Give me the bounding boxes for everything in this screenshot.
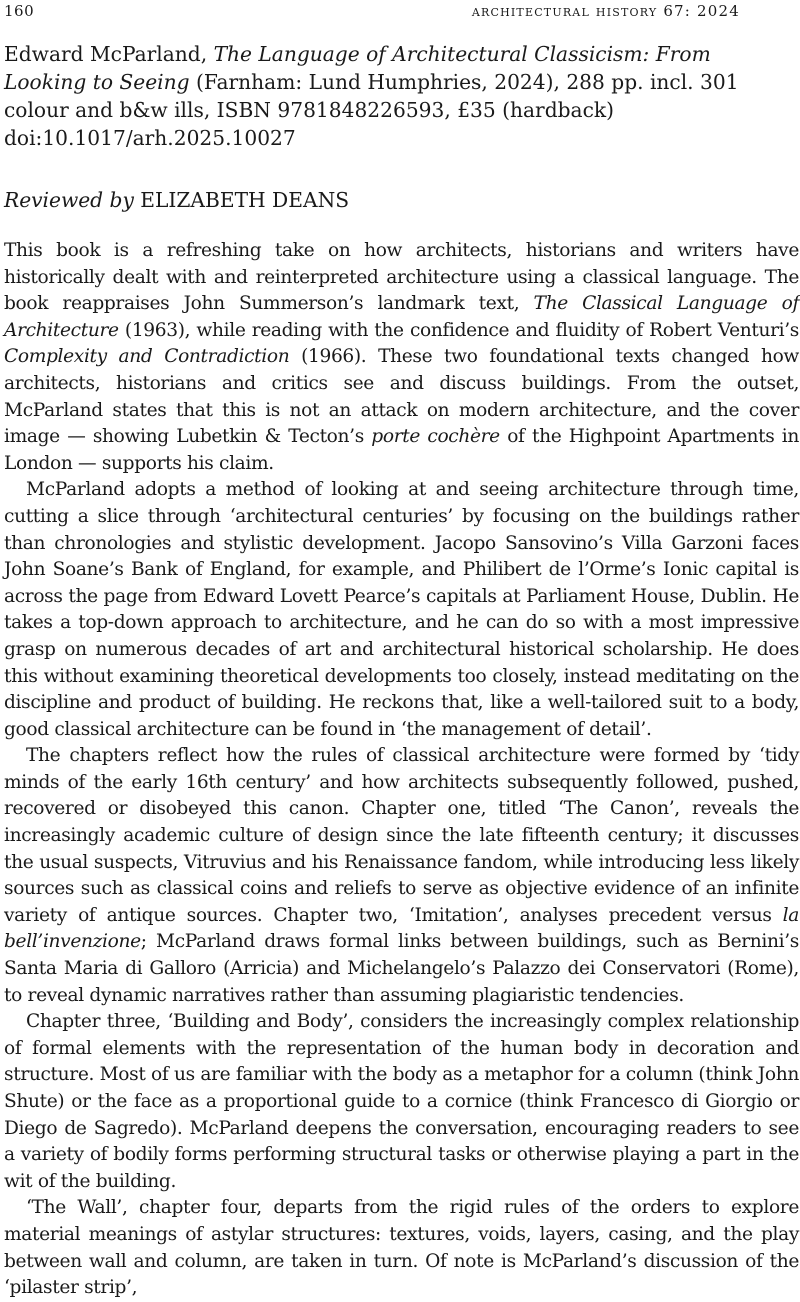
italic-title: Complexity and Contradiction xyxy=(4,346,290,368)
italic-term: la bell’invenzione xyxy=(4,904,799,953)
paragraph-1 xyxy=(4,238,799,477)
paragraph-5: ‘The Wall’, chapter four, departs from the rigid rules of the orders to explore material meanings of astylar structures: textures, voids, layers, casing, and the play between wall and column, are taken in turn. Of note is McParland’s discussion of the ‘pilaster strip’, xyxy=(4,1197,799,1299)
text-run: This book is a refreshing take on how architects, historians and writers have historically dealt with and reinterpreted architecture using a classical language. The book reappraises John Summerson’s landmark text, xyxy=(4,240,799,315)
text-run: The chapters reflect how the rules of classical architecture were formed by ‘tidy minds of the early 16th century’ and how architects subsequently followed, pushed, recovered or disobeyed this canon. Chapter one, titled ‘The Canon’, reveals the increasingly academic culture of design since the late fifteenth century; it discusses the usual suspects, Vitruvius and his Renaissance fandom, while introducing less likely sources such as classical coins and reliefs to serve as objective evidence of an infinite variety of antique sources. Chapter two, ‘Imitation’, analyses precedent versus xyxy=(4,745,799,926)
italic-title: The Classical Language of Architecture xyxy=(4,293,800,341)
italic-term: porte cochère xyxy=(371,426,500,448)
book-citation xyxy=(4,40,794,152)
page-number: 160 xyxy=(4,2,35,20)
paragraph-4: Chapter three, ‘Building and Body’, considers the increasingly complex relationship of formal elements with the representation of the human body in decoration and structure. Most of us are familiar with the body as a metaphor for a column (think John Shute) or the face as a proportional guide to a cornice (think Francesco di Giorgio or Diego de Sagredo). McParland deepens the conversation, encouraging readers to see a variety of bodily forms performing structural tasks or otherwise playing a part in the wit of the building. xyxy=(4,1011,799,1192)
text-run: (1966). These two foundational texts changed how architects, historians and critics see and discuss buildings. From the outset, McParland states that this is not an attack on modern architecture, and the cover image — showing Lubetkin & Tecton’s xyxy=(4,346,799,448)
doi: doi:10.1017/arh.2025.10027 xyxy=(4,126,296,150)
book-title: The Language of Architectural Classicism: From Looking to Seeing xyxy=(4,42,711,94)
review-body xyxy=(4,238,799,1302)
publication-details: (Farnham: Lund Humphries, 2024), 288 pp. incl. 301 colour and b&w ills, ISBN 9781848226593, £35 (hardback) xyxy=(4,70,739,122)
running-head xyxy=(4,0,796,22)
paragraph-2: McParland adopts a method of looking at and seeing architecture through time, cutting a slice through ‘architectural centuries’ by focusing on the buildings rather than chronologies and stylistic development. Jacopo Sansovino’s Villa Garzoni faces John Soane’s Bank of England, for example, and Philibert de l’Orme’s Ionic capital is across the page from Edward Lovett Pearce’s capitals at Parliament House, Dublin. He takes a top-down approach to architecture, and he can do so with a most impressive grasp on numerous decades of art and architectural historical scholarship. He does this without examining theoretical developments too closely, instead meditating on the discipline and product of building. He reckons that, like a well-tailored suit to a body, good classical architecture can be found in ‘the management of detail’. xyxy=(4,479,799,740)
text-run: ; McParland draws formal links between buildings, such as Bernini’s Santa Maria di Galloro (Arricia) and Michelangelo’s Palazzo dei Conservatori (Rome), to reveal dynamic narratives rather than assuming plagiaristic tendencies. xyxy=(4,931,799,1006)
reviewer-label: Reviewed by xyxy=(4,188,134,212)
text-run: of the Highpoint Apartments in London — supports his claim. xyxy=(4,426,799,474)
reviewer-line xyxy=(4,186,349,214)
journal-title: architectural history 67: 2024 xyxy=(471,2,740,20)
reviewer-name: ELIZABETH DEANS xyxy=(140,188,350,212)
citation-text xyxy=(4,40,794,124)
paragraph-3 xyxy=(4,743,799,1009)
book-author: Edward McParland, xyxy=(4,42,208,66)
text-run: (1963), while reading with the confidence and fluidity of Robert Venturi’s xyxy=(118,319,799,341)
